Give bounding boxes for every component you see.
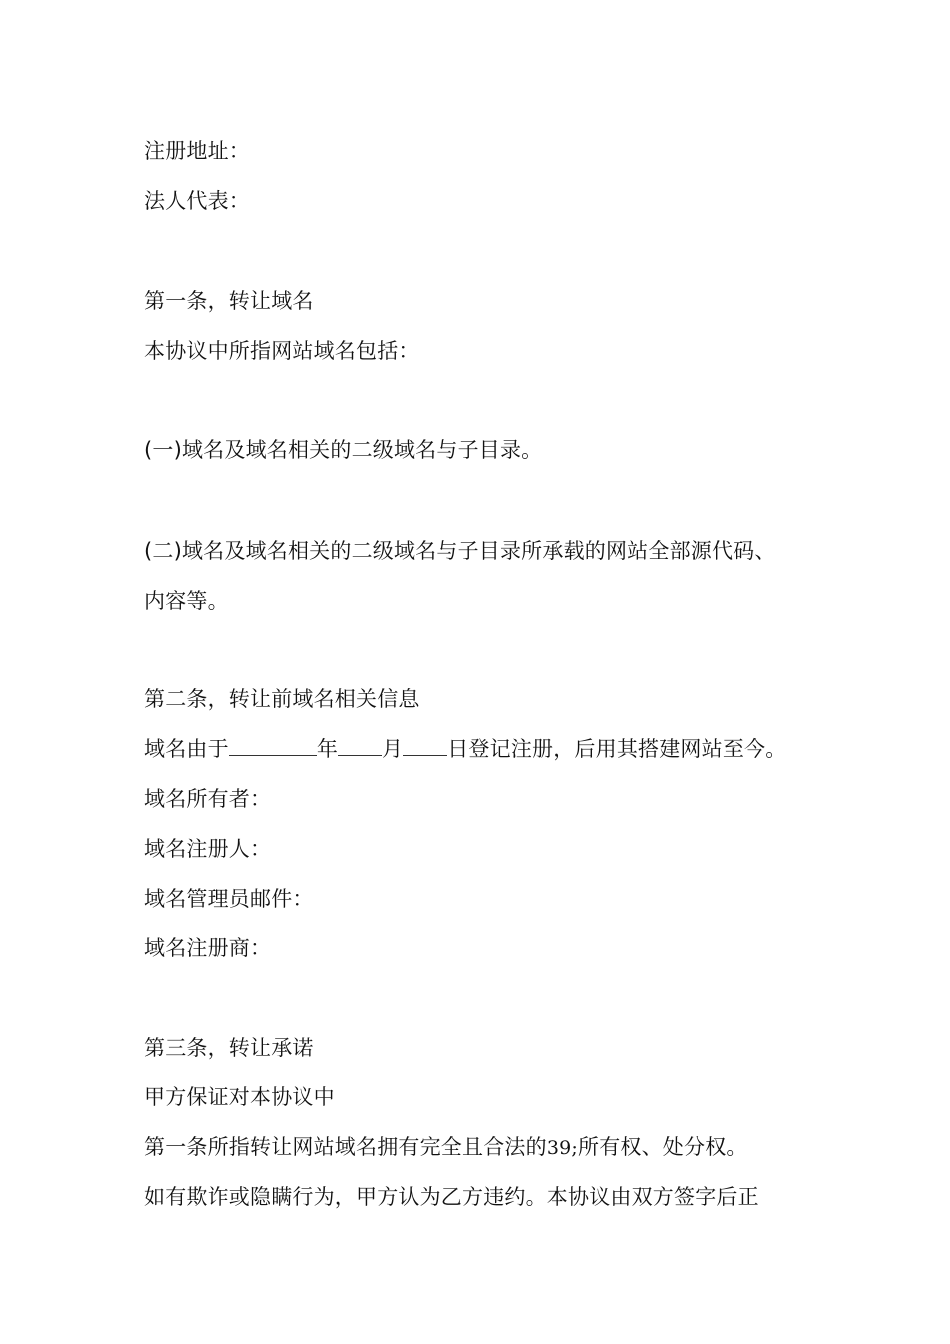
domain-admin-email-line: 域名管理员邮件： <box>144 887 314 911</box>
article-3-line-2 <box>144 1132 748 1163</box>
domain-registrant-line: 域名注册人： <box>144 837 272 861</box>
domain-owner-line: 域名所有者： <box>144 787 272 811</box>
domain-registrar-line: 域名注册商： <box>144 936 272 960</box>
registration-date-prefix: 域名由于 <box>144 737 229 761</box>
article-3-line-1: 甲方保证对本协议中 <box>144 1085 335 1109</box>
month-label: 月 <box>382 737 404 761</box>
article-3-heading: 第三条，转让承诺 <box>144 1036 314 1060</box>
article-1-item-1: (一)域名及域名相关的二级域名与子目录。 <box>144 438 543 462</box>
article-1-item-2: (二)域名及域名相关的二级域名与子目录所承载的网站全部源代码、 <box>144 539 776 563</box>
article-2-heading: 第二条，转让前域名相关信息 <box>144 687 420 711</box>
legal-representative-line: 法人代表： <box>144 189 250 213</box>
article-3-line-2-part-a: 第一条所指转让网站域名拥有完全且合法的 <box>144 1135 547 1159</box>
article-1-heading: 第一条，转让域名 <box>144 289 314 313</box>
article-3-line-2-part-c: 所有权、处分权。 <box>578 1135 748 1159</box>
article-1-item-2-continued: 内容等。 <box>144 589 229 613</box>
day-blank <box>403 735 447 756</box>
article-1-intro: 本协议中所指网站域名包括： <box>144 339 420 363</box>
month-blank <box>338 735 382 756</box>
year-label: 年 <box>316 737 339 761</box>
registered-address-line: 注册地址： <box>144 139 250 163</box>
article-3-line-3: 如有欺诈或隐瞒行为，甲方认为乙方违约。本协议由双方签字后正 <box>144 1185 759 1209</box>
year-blank <box>229 735 317 756</box>
article-3-line-2-code: 39; <box>546 1137 578 1159</box>
registration-date-suffix: 日登记注册，后用其搭建网站至今。 <box>447 737 787 761</box>
registration-date-line <box>144 734 786 764</box>
